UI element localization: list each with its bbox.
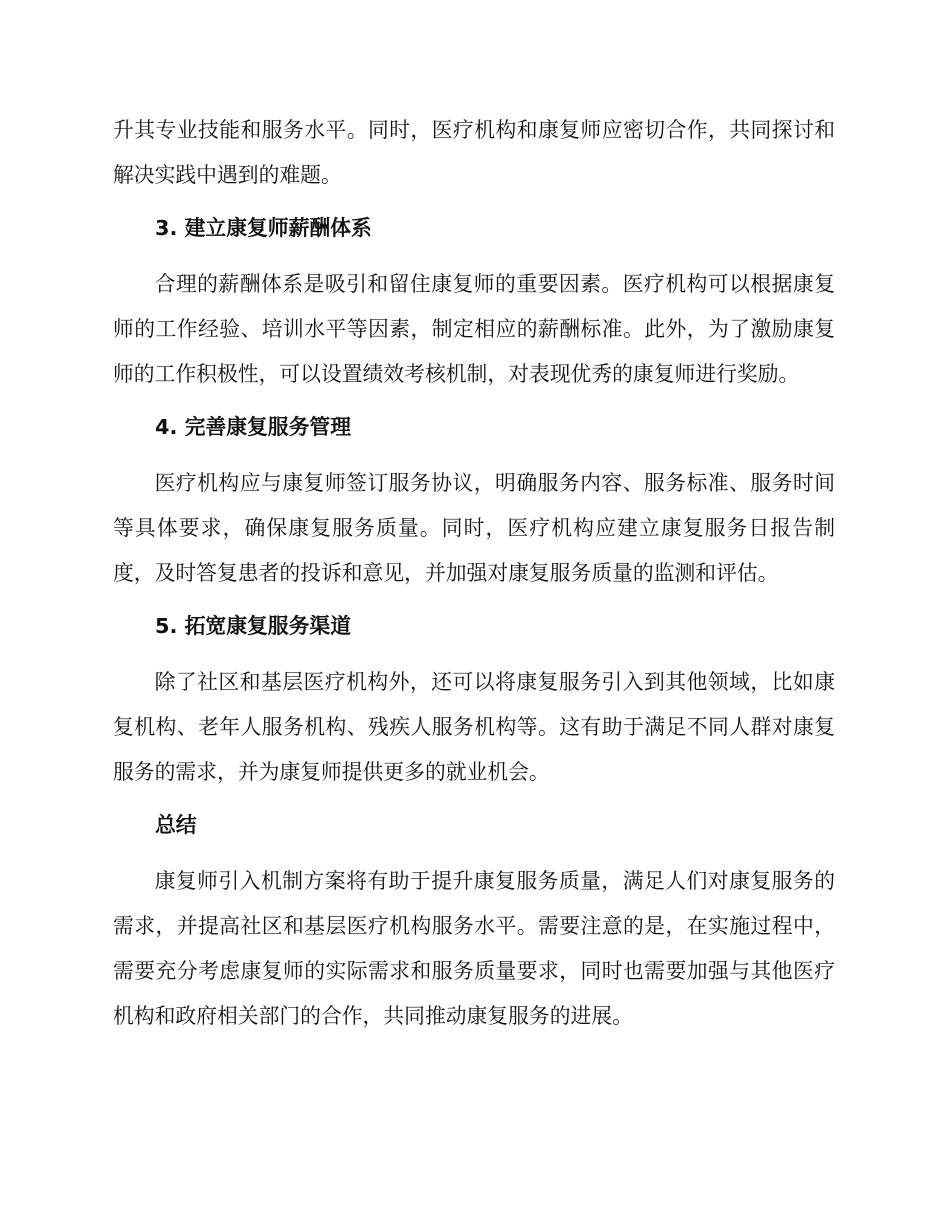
section-paragraph-4: 医疗机构应与康复师签订服务协议，明确服务内容、服务标准、服务时间等具体要求，确保康复服务质量。同时，医疗机构应建立康复服务日报告制度，及时答复患者的投诉和意见，并加强对康复服务质量的监测和评估。 [113,471,835,585]
document-body [113,108,835,1039]
section-paragraph-5: 除了社区和基层医疗机构外，还可以将康复服务引入到其他领域，比如康复机构、老年人服务机构、残疾人服务机构等。这有助于满足不同人群对康复服务的需求，并为康复师提供更多的就业机会。 [113,670,835,784]
summary-heading: 总结 [155,813,197,837]
section-heading-3: 3. 建立康复师薪酬体系 [155,216,372,240]
intro-paragraph: 升其专业技能和服务水平。同时，医疗机构和康复师应密切合作，共同探讨和解决实践中遇到的难题。 [113,118,835,187]
section-heading-4: 4. 完善康复服务管理 [155,415,351,439]
section-paragraph-3: 合理的薪酬体系是吸引和留住康复师的重要因素。医疗机构可以根据康复师的工作经验、培训水平等因素，制定相应的薪酬标准。此外，为了激励康复师的工作积极性，可以设置绩效考核机制，对表现优秀的康复师进行奖励。 [113,272,835,386]
summary-paragraph: 康复师引入机制方案将有助于提升康复服务质量，满足人们对康复服务的需求，并提高社区和基层医疗机构服务水平。需要注意的是，在实施过程中，需要充分考虑康复师的实际需求和服务质量要求，同时也需要加强与其他医疗机构和政府相关部门的合作，共同推动康复服务的进展。 [113,869,835,1028]
section-heading-5: 5. 拓宽康复服务渠道 [155,614,351,638]
